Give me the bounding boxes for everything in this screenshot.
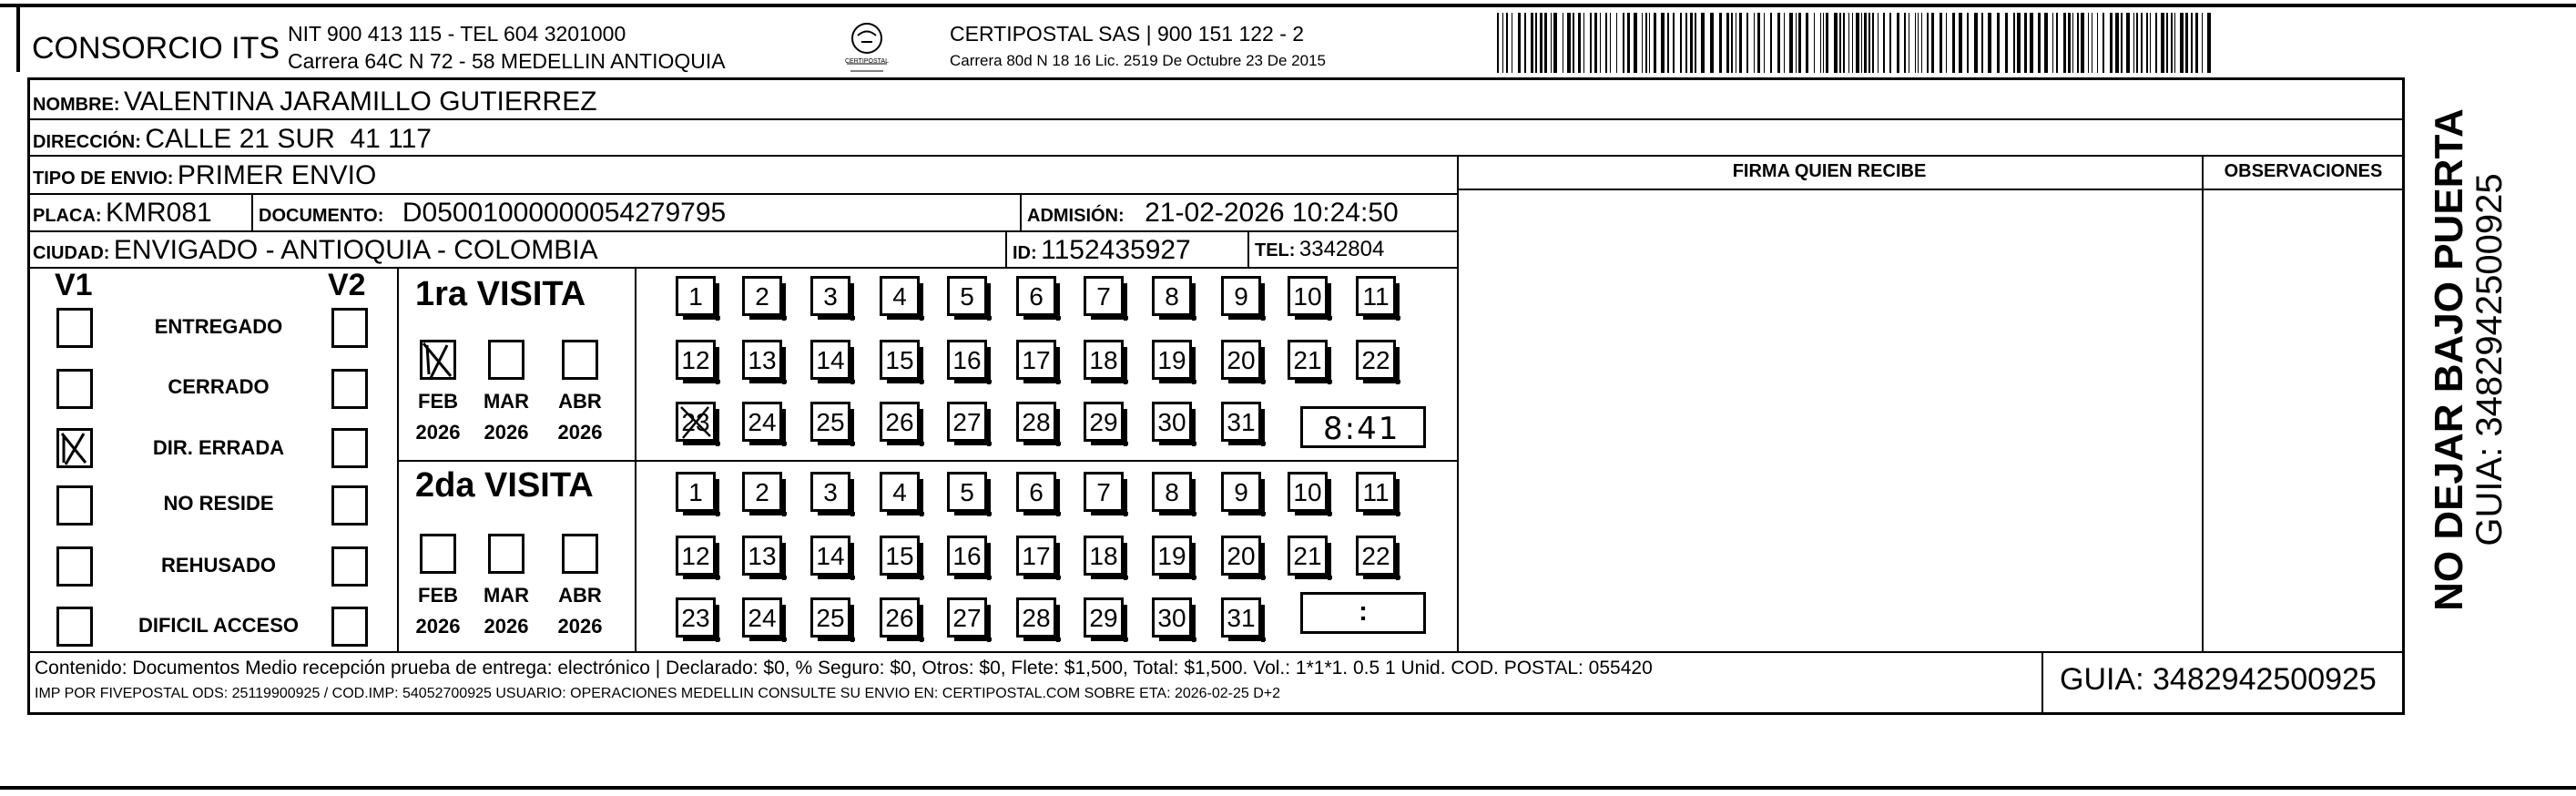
day-box[interactable]: 22 — [1356, 536, 1396, 576]
visit1-year-label: 2026 — [484, 421, 529, 444]
day-box[interactable]: 3 — [810, 276, 850, 316]
barcode-bar — [1940, 13, 1942, 73]
barcode-bar — [1701, 13, 1705, 73]
ciudad-value: ENVIGADO - ANTIOQUIA - COLOMBIA — [113, 235, 598, 265]
day-box[interactable]: 16 — [947, 340, 987, 380]
day-box[interactable]: 27 — [947, 402, 987, 442]
status-label: DIFICIL ACCESO — [137, 614, 299, 637]
barcode-bar — [2185, 13, 2188, 73]
v2-checkbox[interactable] — [331, 428, 368, 468]
footer-guia: GUIA: 3482942500925 — [2060, 662, 2377, 697]
barcode-bar — [1661, 13, 1665, 73]
day-box[interactable]: 26 — [880, 597, 920, 638]
barcode-bar — [1506, 13, 1508, 73]
tel-label: TEL: — [1255, 240, 1296, 260]
barcode-bar — [1927, 13, 1929, 73]
row-line — [27, 155, 2405, 157]
barcode-bar — [2044, 13, 2048, 73]
top-border — [0, 4, 2576, 7]
placa-row — [33, 198, 212, 229]
day-box[interactable]: 5 — [947, 472, 987, 512]
day-box[interactable]: 21 — [1288, 340, 1328, 380]
observaciones-area[interactable] — [2204, 190, 2403, 649]
visit2-month-label: ABR — [558, 584, 602, 607]
visit1-time-box[interactable] — [1300, 406, 1426, 448]
barcode-bar — [1959, 13, 1962, 73]
barcode-bar — [1806, 13, 1808, 73]
day-box[interactable]: 1 — [676, 276, 716, 316]
barcode-bar — [2063, 13, 2066, 73]
barcode-bar — [1673, 13, 1675, 73]
day-box[interactable]: 25 — [810, 597, 850, 638]
day-box[interactable]: 17 — [1016, 536, 1056, 576]
day-box[interactable]: 28 — [1016, 597, 1056, 638]
barcode-bar — [2013, 13, 2015, 73]
barcode-bar — [2103, 13, 2104, 73]
barcode-bar — [2161, 13, 2164, 73]
barcode-bar — [1726, 13, 1729, 73]
day-box[interactable]: 15 — [880, 340, 920, 380]
documento-value: D05001000000054279795 — [402, 198, 727, 228]
day-box[interactable]: 3 — [810, 472, 850, 512]
barcode-bar — [1796, 13, 1797, 73]
barcode-bar — [1649, 13, 1650, 73]
barcode-bar — [2017, 13, 2021, 73]
barcode-bar — [2126, 13, 2130, 73]
documento-label: DOCUMENTO: — [259, 206, 384, 226]
day-box[interactable]: 4 — [880, 472, 920, 512]
barcode-bar — [1889, 13, 1891, 73]
day-box[interactable]: 23 — [676, 597, 716, 638]
barcode-bar — [1739, 13, 1742, 73]
barcode-bar — [2115, 13, 2119, 73]
barcode-bar — [2174, 13, 2175, 73]
barcode-bar — [1690, 13, 1693, 73]
barcode-bar — [1719, 13, 1722, 73]
check-mark-icon — [420, 340, 456, 380]
barcode-bar — [2180, 13, 2184, 73]
barcode-bar — [1757, 13, 1760, 73]
visit2-title: 2da VISITA — [415, 466, 594, 505]
barcode-bar — [1814, 13, 1815, 73]
day-box[interactable]: 24 — [742, 597, 782, 638]
day-box[interactable]: 25 — [810, 402, 850, 442]
direccion-value: CALLE 21 SUR 41 117 — [145, 124, 432, 154]
barcode-bar — [1897, 13, 1899, 73]
barcode-bar — [1680, 13, 1682, 73]
barcode-bar — [2202, 13, 2203, 73]
observaciones-label: OBSERVACIONES — [2224, 161, 2383, 181]
day-box[interactable]: 12 — [676, 340, 716, 380]
barcode-bar — [1685, 13, 1687, 73]
barcode-bar — [2136, 13, 2138, 73]
barcode-bar — [2171, 13, 2173, 73]
visit1-month-checkbox[interactable] — [488, 340, 524, 380]
nombre-value: VALENTINA JARAMILLO GUTIERREZ — [124, 87, 597, 117]
direccion-row — [33, 124, 432, 155]
day-box[interactable]: 27 — [947, 597, 987, 638]
tel-row — [1255, 237, 1384, 262]
visit1-month-label: ABR — [558, 390, 602, 413]
carrier-license: Carrera 80d N 18 16 Lic. 2519 De Octubre 23 De 2015 — [950, 52, 1326, 69]
barcode-bar — [1834, 13, 1838, 73]
status-label: CERRADO — [168, 375, 270, 398]
top-left-border — [16, 4, 20, 72]
tel-value: 3342804 — [1298, 237, 1385, 261]
id-label: ID: — [1013, 243, 1037, 263]
day-box[interactable]: 28 — [1016, 402, 1056, 442]
barcode-bar — [1535, 13, 1537, 73]
col-line — [1005, 230, 1007, 267]
v2-header: V2 — [328, 268, 366, 302]
barcode-bar — [1931, 13, 1934, 73]
day-box[interactable]: 29 — [1084, 402, 1124, 442]
col-line — [1247, 230, 1249, 267]
day-box[interactable]: 11 — [1356, 276, 1396, 316]
firma-label: FIRMA QUIEN RECIBE — [1732, 161, 1927, 181]
col-line — [1020, 193, 1022, 230]
barcode-bar — [1820, 13, 1821, 73]
barcode-bar — [1789, 13, 1793, 73]
visit1-time: 8:41 — [1323, 411, 1400, 447]
admision-label: ADMISIÓN: — [1027, 206, 1125, 226]
visit2-month-label: MAR — [483, 584, 530, 607]
barcode-bar — [2005, 13, 2008, 73]
barcode-bar — [1531, 13, 1533, 73]
visit1-month-label: MAR — [483, 390, 530, 413]
barcode-bar — [1861, 13, 1862, 73]
barcode-bar — [1798, 13, 1801, 73]
visit2-month-checkbox[interactable] — [488, 534, 524, 574]
day-box[interactable]: 2 — [742, 472, 782, 512]
barcode-bar — [2077, 13, 2079, 73]
barcode-bar — [1839, 13, 1841, 73]
barcode-bar — [1594, 13, 1597, 73]
barcode-bar — [2038, 13, 2041, 73]
logo-text: CERTIPOSTAL — [845, 58, 889, 65]
v1-checkbox[interactable] — [56, 485, 93, 526]
day-box[interactable]: 16 — [947, 536, 987, 576]
barcode-bar — [1868, 13, 1870, 73]
barcode-bar — [1848, 13, 1849, 73]
barcode-bar — [2030, 13, 2033, 73]
tipo-label: TIPO DE ENVIO: — [33, 168, 174, 189]
day-box[interactable]: 13 — [742, 340, 782, 380]
barcode-bar — [1826, 13, 1828, 73]
barcode-bar — [1573, 13, 1574, 73]
visit1-year-label: 2026 — [415, 421, 461, 444]
col-line — [397, 267, 399, 651]
visit2-time: : — [1359, 597, 1368, 627]
barcode-bar — [1946, 13, 1947, 73]
col-line — [635, 267, 636, 651]
admision-row — [1027, 198, 1399, 229]
visit2-month-label: FEB — [418, 584, 458, 607]
barcode-bar — [2081, 13, 2084, 73]
day-box[interactable]: 19 — [1152, 536, 1192, 576]
barcode-bar — [1764, 13, 1765, 73]
barcode-bar — [1634, 13, 1637, 73]
carrier-name: CERTIPOSTAL SAS | 900 151 122 - 2 — [950, 22, 1305, 46]
v2-checkbox[interactable] — [331, 369, 368, 409]
day-box[interactable]: 6 — [1016, 276, 1056, 316]
v1-checkbox[interactable] — [56, 369, 93, 409]
barcode-bar — [1551, 13, 1552, 73]
barcode-bar — [1988, 13, 1991, 73]
barcode-bar — [1524, 13, 1526, 73]
col-line — [2041, 651, 2043, 715]
barcode-bar — [1856, 13, 1859, 73]
barcode-bar — [1497, 13, 1499, 73]
barcode-bar — [2024, 13, 2027, 73]
id-row — [1013, 235, 1191, 266]
day-box[interactable]: 13 — [742, 536, 782, 576]
barcode-bar — [1878, 13, 1879, 73]
barcode-bar — [2088, 13, 2089, 73]
barcode-bar — [2146, 13, 2148, 73]
barcode-bar — [1540, 13, 1543, 73]
barcode-bar — [2052, 13, 2053, 73]
barcode-bar — [2097, 13, 2098, 73]
visit2-year-label: 2026 — [415, 615, 461, 638]
day-box[interactable]: 30 — [1152, 597, 1192, 638]
day-box[interactable]: 12 — [676, 536, 716, 576]
row-line — [397, 460, 1457, 462]
day-box[interactable]: 8 — [1152, 472, 1192, 512]
barcode-bar — [1616, 13, 1617, 73]
barcode-bar — [1852, 13, 1853, 73]
tipo-row — [33, 160, 376, 191]
day-box[interactable]: 29 — [1084, 597, 1124, 638]
barcode-bar — [1974, 13, 1978, 73]
check-mark-icon — [56, 428, 93, 468]
barcode-bar — [2191, 13, 2193, 73]
barcode-bar — [2072, 13, 2073, 73]
day-box[interactable]: 31 — [1221, 597, 1261, 638]
v1-checkbox[interactable] — [56, 428, 93, 468]
barcode-bar — [1605, 13, 1607, 73]
day-box[interactable]: 22 — [1356, 340, 1396, 380]
barcode-bar — [1710, 13, 1714, 73]
id-value: 1152435927 — [1041, 235, 1191, 265]
barcode-bar — [2068, 13, 2071, 73]
v2-checkbox[interactable] — [331, 308, 368, 348]
day-box[interactable]: 8 — [1152, 276, 1192, 316]
col-line — [251, 193, 253, 230]
barcode-bar — [2133, 13, 2134, 73]
v2-checkbox[interactable] — [331, 607, 368, 647]
status-label: NO RESIDE — [163, 492, 274, 515]
barcode-bar — [1746, 13, 1748, 73]
company-nit: NIT 900 413 115 - TEL 604 3201000 — [288, 22, 626, 46]
day-box[interactable]: 5 — [947, 276, 987, 316]
row-line — [27, 267, 1457, 269]
day-box[interactable]: 15 — [880, 536, 920, 576]
side-guia: GUIA: 3482942500925 — [2469, 173, 2510, 546]
barcode-bar — [1600, 13, 1601, 73]
barcode-bar — [2195, 13, 2198, 73]
day-box[interactable]: 14 — [810, 536, 850, 576]
day-box[interactable]: 7 — [1084, 472, 1124, 512]
barcode-bar — [2155, 13, 2157, 73]
day-box[interactable]: 1 — [676, 472, 716, 512]
barcode-bar — [1553, 13, 1557, 73]
barcode-bar — [1502, 13, 1503, 73]
ciudad-row — [33, 235, 598, 266]
day-box[interactable]: 24 — [742, 402, 782, 442]
barcode-bar — [1623, 13, 1624, 73]
barcode-bar — [1578, 13, 1581, 73]
strike-mark-icon — [676, 402, 716, 442]
admision-value: 21-02-2026 10:24:50 — [1145, 198, 1399, 228]
barcode-bar — [1918, 13, 1919, 73]
day-box[interactable]: 21 — [1288, 536, 1328, 576]
v2-checkbox[interactable] — [331, 546, 368, 587]
day-box[interactable]: 19 — [1152, 340, 1192, 380]
day-box[interactable]: 23 — [676, 402, 716, 442]
side-panel — [2413, 96, 2550, 624]
barcode-bar — [1981, 13, 1983, 73]
day-box[interactable]: 11 — [1356, 472, 1396, 512]
barcode-bar — [1864, 13, 1867, 73]
barcode-bar — [1754, 13, 1755, 73]
v1-checkbox[interactable] — [56, 607, 93, 647]
row-line — [27, 230, 1457, 232]
day-box[interactable]: 2 — [742, 276, 782, 316]
ciudad-label: CIUDAD: — [33, 243, 110, 263]
day-box[interactable]: 10 — [1288, 276, 1328, 316]
company-address: Carrera 64C N 72 - 58 MEDELLIN ANTIOQUIA — [288, 49, 726, 73]
status-label: ENTREGADO — [154, 315, 283, 338]
footer-contenido: Contenido: Documentos Medio recepción prueba de entrega: electrónico | Declarado: $0, % Seguro: $0, Otros: $0, Flete: $1,500, Total: $1,500. Vol.: 1*1*1. 0.5 1 Unid. COD. POSTAL: 055420 — [35, 658, 1653, 679]
visit1-title: 1ra VISITA — [415, 275, 586, 313]
barcode-bar — [1872, 13, 1874, 73]
barcode-bar — [2207, 13, 2211, 73]
barcode-bar — [2150, 13, 2151, 73]
row-line — [27, 651, 2405, 653]
barcode-bar — [1642, 13, 1643, 73]
barcode-bar — [1645, 13, 1647, 73]
barcode-bar — [2166, 13, 2168, 73]
day-box[interactable]: 26 — [880, 402, 920, 442]
barcode-bar — [1770, 13, 1772, 73]
day-box[interactable]: 9 — [1221, 472, 1261, 512]
tipo-value: PRIMER ENVIO — [177, 160, 377, 190]
barcode-bar — [1627, 13, 1630, 73]
status-label: REHUSADO — [161, 554, 276, 577]
visit2-month-checkbox[interactable] — [562, 534, 598, 574]
signature-area[interactable] — [1459, 190, 2200, 649]
barcode-bar — [1952, 13, 1955, 73]
barcode-bar — [1654, 13, 1656, 73]
barcode-bar — [1518, 13, 1521, 73]
direccion-label: DIRECCIÓN: — [33, 132, 141, 152]
visit1-year-label: 2026 — [557, 421, 603, 444]
day-box[interactable]: 20 — [1221, 536, 1261, 576]
barcode-bar — [1843, 13, 1845, 73]
placa-label: PLACA: — [33, 206, 102, 226]
barcode-bar — [1731, 13, 1733, 73]
barcode — [1497, 13, 2225, 73]
barcode-bar — [1544, 13, 1547, 73]
barcode-bar — [2110, 13, 2113, 73]
placa-value: KMR081 — [106, 198, 212, 228]
visit2-time-box[interactable] — [1300, 592, 1426, 634]
barcode-bar — [1883, 13, 1885, 73]
barcode-bar — [2141, 13, 2143, 73]
bottom-border — [0, 786, 2576, 790]
day-box[interactable]: 18 — [1084, 340, 1124, 380]
visit2-year-label: 2026 — [557, 615, 603, 638]
v1-checkbox[interactable] — [56, 308, 93, 348]
documento-row — [259, 198, 726, 229]
row-line — [27, 193, 1457, 195]
barcode-bar — [1921, 13, 1922, 73]
v2-checkbox[interactable] — [331, 485, 368, 526]
day-box[interactable]: 17 — [1016, 340, 1056, 380]
barcode-bar — [1967, 13, 1969, 73]
status-label: DIR. ERRADA — [152, 436, 285, 459]
barcode-bar — [2056, 13, 2058, 73]
barcode-bar — [1997, 13, 2000, 73]
day-box[interactable]: 10 — [1288, 472, 1328, 512]
visit1-month-checkbox[interactable] — [420, 340, 456, 380]
barcode-bar — [1784, 13, 1785, 73]
barcode-bar — [1777, 13, 1780, 73]
side-title: NO DEJAR BAJO PUERTA — [2427, 108, 2471, 611]
barcode-bar — [1667, 13, 1669, 73]
company-name: CONSORCIO ITS — [32, 31, 280, 66]
barcode-bar — [1567, 13, 1571, 73]
day-box[interactable]: 31 — [1221, 402, 1261, 442]
barcode-bar — [1590, 13, 1592, 73]
visit2-year-label: 2026 — [484, 615, 529, 638]
visit2-month-checkbox[interactable] — [420, 534, 456, 574]
day-box[interactable]: 20 — [1221, 340, 1261, 380]
day-box[interactable]: 7 — [1084, 276, 1124, 316]
visit1-month-checkbox[interactable] — [562, 340, 598, 380]
barcode-bar — [1695, 13, 1696, 73]
barcode-bar — [1904, 13, 1906, 73]
day-box[interactable]: 14 — [810, 340, 850, 380]
v1-checkbox[interactable] — [56, 546, 93, 587]
v1-header: V1 — [55, 268, 93, 302]
barcode-bar — [1610, 13, 1611, 73]
barcode-bar — [1583, 13, 1584, 73]
day-box[interactable]: 30 — [1152, 402, 1192, 442]
visit1-month-label: FEB — [418, 390, 458, 413]
day-box[interactable]: 18 — [1084, 536, 1124, 576]
day-box[interactable]: 4 — [880, 276, 920, 316]
day-box[interactable]: 6 — [1016, 472, 1056, 512]
carrier-logo — [841, 20, 892, 75]
row-line — [27, 118, 2405, 120]
barcode-bar — [1823, 13, 1824, 73]
nombre-label: NOMBRE: — [33, 95, 120, 115]
footer-imp: IMP POR FIVEPOSTAL ODS: 25119900925 / COD.IMP: 54052700925 USUARIO: OPERACIONES MEDELLIN CONSULTE SU ENVIO EN: CERTIPOSTAL.COM SOBRE ETA: 2026-02-25 D+2 — [35, 686, 1281, 701]
barcode-bar — [2121, 13, 2123, 73]
barcode-bar — [1915, 13, 1916, 73]
day-box[interactable]: 9 — [1221, 276, 1261, 316]
nombre-row — [33, 87, 597, 117]
